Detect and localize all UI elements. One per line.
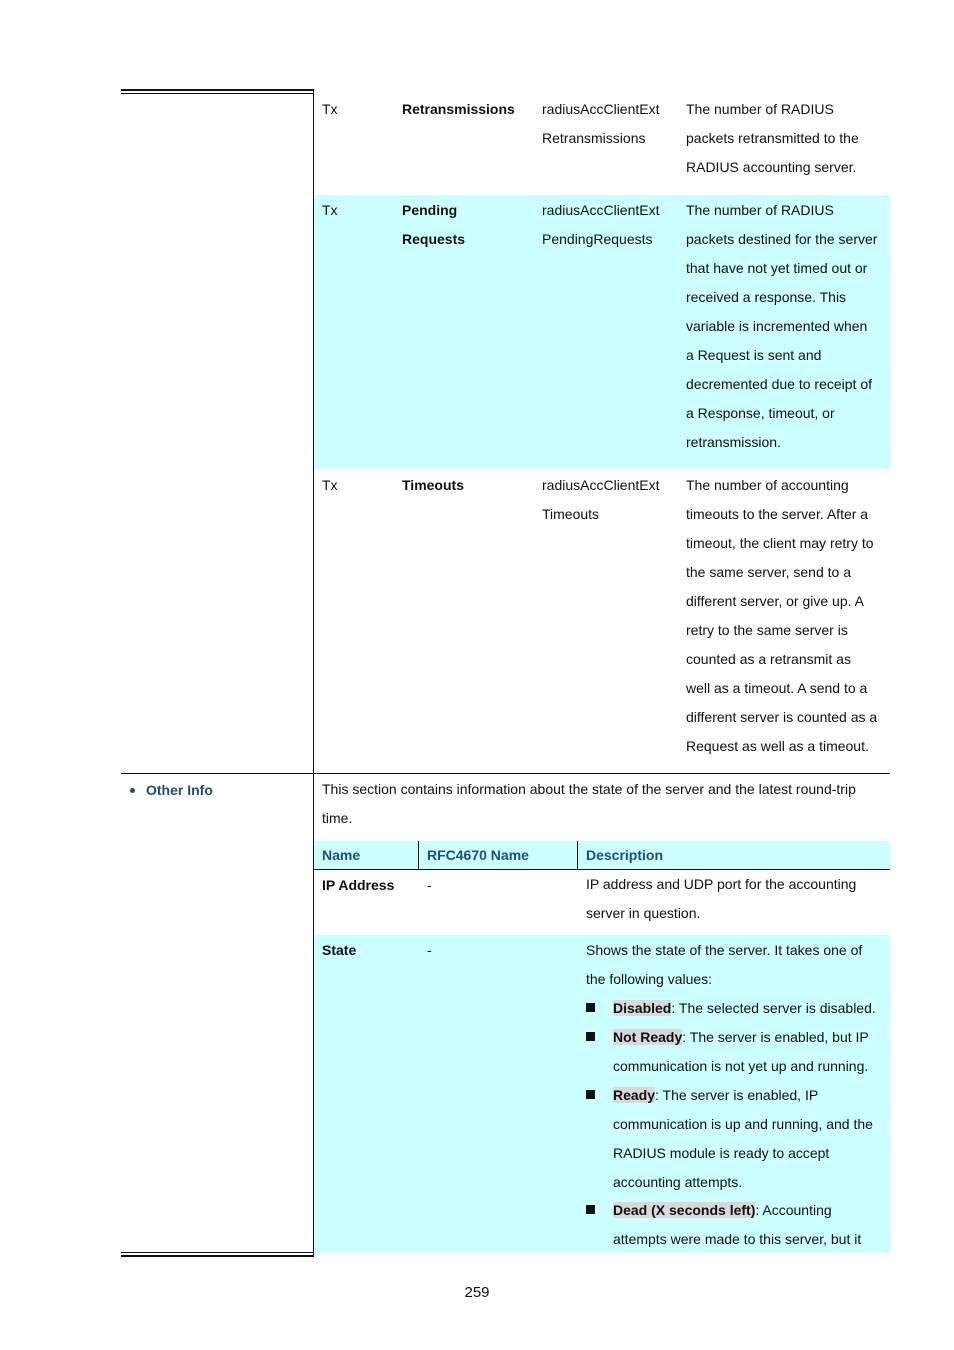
header-name: Name <box>322 847 361 863</box>
state-value-disabled: Disabled: The selected server is disabled. <box>613 1000 876 1016</box>
bottom-double-rule <box>121 1252 314 1257</box>
row3-name: Timeouts <box>402 477 464 493</box>
square-bullet-icon <box>586 1032 595 1041</box>
row1-name: Retransmissions <box>402 101 515 117</box>
state-row-name: State <box>322 942 357 958</box>
state-value-not-ready: Not Ready: The server is enabled, but IP communication is not yet up and running. <box>613 1029 869 1074</box>
row2-description: The number of RADIUS packets destined for the server that have not yet timed out or received a response. This variable is incremented when a Request is sent and decremented due to receipt of a Response, timeout, or retransmission. <box>686 202 878 450</box>
row2-rfc: radiusAccClientExt PendingRequests <box>542 202 660 247</box>
top-double-rule <box>121 89 314 94</box>
state-row-rfc: - <box>427 942 432 958</box>
state-row-description: Shows the state of the server. It takes one of the following values: <box>586 942 863 987</box>
state-value-ready: Ready: The server is enabled, IP communication is up and running, and the RADIUS module is ready to accept accounting attempts. <box>613 1087 873 1190</box>
state-value-dead: Dead (X seconds left): Accounting attempts were made to this server, but it <box>613 1202 862 1247</box>
header-divider-1 <box>418 841 419 870</box>
header-description: Description <box>586 847 664 863</box>
section-divider <box>121 773 890 774</box>
row3-rfc: radiusAccClientExt Timeouts <box>542 477 660 522</box>
row1-rfc: radiusAccClientExt Retransmissions <box>542 101 660 146</box>
bullet-icon <box>130 788 135 793</box>
page-number: 259 <box>464 1284 490 1301</box>
row1-description: The number of RADIUS packets retransmitted to the RADIUS accounting server. <box>686 101 859 175</box>
square-bullet-icon <box>586 1003 595 1012</box>
row2-name: Pending Requests <box>402 202 466 247</box>
row3-description: The number of accounting timeouts to the server. After a timeout, the client may retry to the same server, send to a different server, or give up. A retry to the same server is counted as a retransmit as well as a timeout. A send to a different server is counted as a Request as well as a timeout. <box>686 477 878 754</box>
header-rfc: RFC4670 Name <box>427 847 529 863</box>
header-divider-2 <box>577 841 578 870</box>
square-bullet-icon <box>586 1090 595 1099</box>
other-info-intro: This section contains information about the state of the server and the latest round-trip time. <box>322 781 856 826</box>
row3-direction: Tx <box>322 477 338 493</box>
ip-row-description: IP address and UDP port for the accounting server in question. <box>586 876 857 921</box>
ip-row-name: IP Address <box>322 877 395 893</box>
square-bullet-icon <box>586 1205 595 1214</box>
other-info-label: Other Info <box>146 782 213 798</box>
row1-direction: Tx <box>322 101 338 117</box>
ip-row-rfc: - <box>427 877 432 893</box>
row2-direction: Tx <box>322 202 338 218</box>
